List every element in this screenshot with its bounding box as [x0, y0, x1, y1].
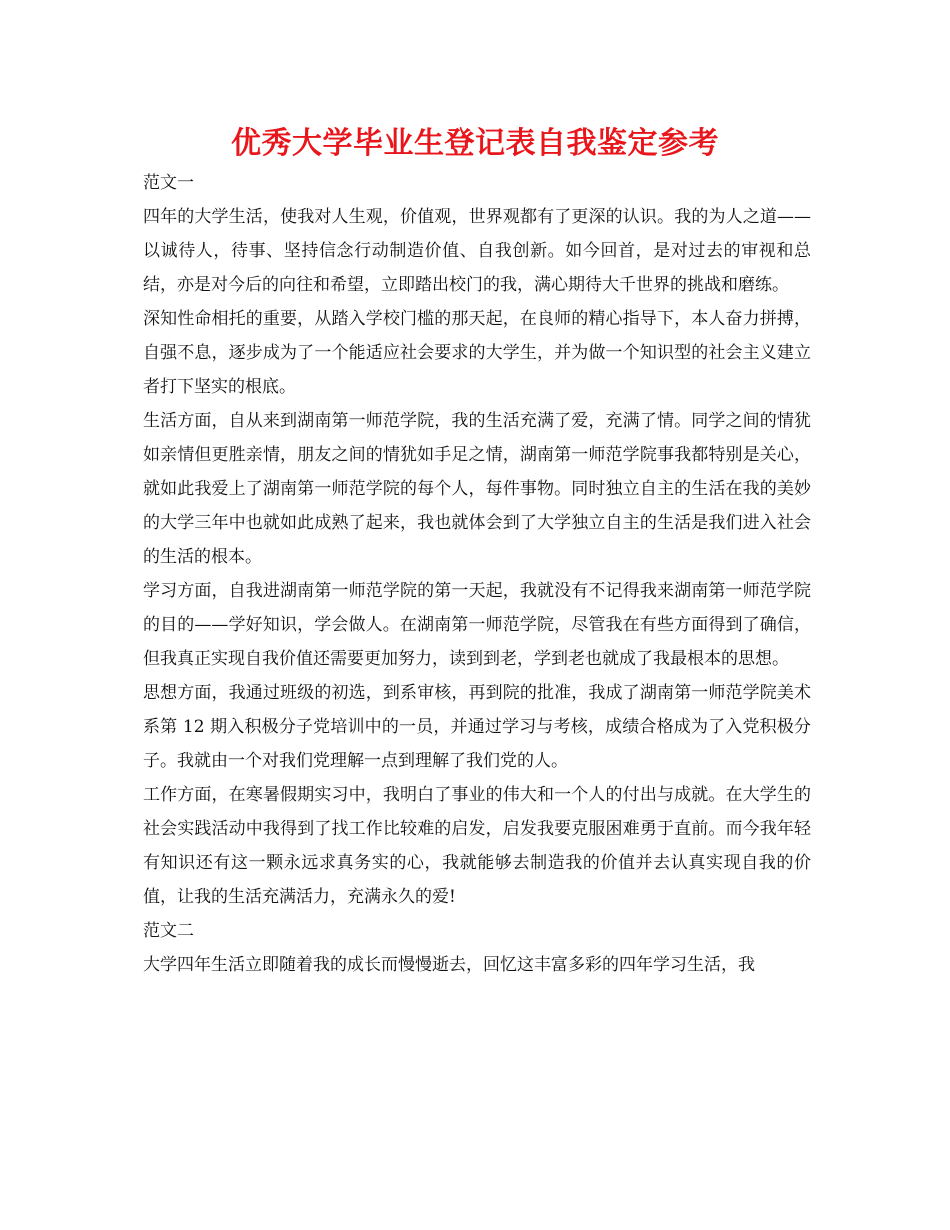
paragraph-study: 学习方面，自我进湖南第一师范学院的第一天起，我就没有不记得我来湖南第一师范学院的目的——学好知识，学会做人。在湖南第一师范学院，尽管我在有些方面得到了确信，但我真正实现自我价值还需要更加努力，读到到老，学到老也就成了我最根本的思想。: [143, 581, 811, 669]
paragraph-life: 生活方面，自从来到湖南第一师范学院，我的生活充满了爱，充满了情。同学之间的情犹如亲情但更胜亲情，朋友之间的情犹如手足之情，湖南第一师范学院事我都特别是关心，就如此我爱上了湖南第一师范学院的每个人，每件事物。同时独立自主的生活在我的美妙的大学三年中也就如此成熟了起来，我也就体会到了大学独立自主的生活是我们进入社会的生活的根本。: [143, 411, 811, 567]
section-heading-sample-1: 范文一: [143, 173, 194, 193]
paragraph-thought: 思想方面，我通过班级的初选，到系审核，再到院的批准，我成了湖南第一师范学院美术系第 12 期入积极分子党培训中的一员，并通过学习与考核，成绩合格成为了入党积极分子。我就由一个对我们党理解一点到理解了我们党的人。: [143, 683, 811, 771]
paragraph-growth: 深知性命相托的重要，从踏入学校门槛的那天起，在良师的精心指导下，本人奋力拼搏，自强不息，逐步成为了一个能适应社会要求的大学生，并为做一个知识型的社会主义建立者打下坚实的根底。: [143, 309, 811, 397]
document-title: 优秀大学毕业生登记表自我鉴定参考: [231, 126, 719, 161]
section-heading-sample-2: 范文二: [143, 921, 194, 941]
paragraph-intro: 四年的大学生活，使我对人生观，价值观，世界观都有了更深的认识。我的为人之道——以诚待人，待事、坚持信念行动制造价值、自我创新。如今回首，是对过去的审视和总结，亦是对今后的向往和希望，立即踏出校门的我，满心期待大千世界的挑战和磨练。: [143, 207, 811, 295]
paragraph-sample-2-start: 大学四年生活立即随着我的成长而慢慢逝去，回忆这丰富多彩的四年学习生活，我: [143, 955, 755, 975]
paragraph-work: 工作方面，在寒暑假期实习中，我明白了事业的伟大和一个人的付出与成就。在大学生的社会实践活动中我得到了找工作比较难的启发，启发我要克服困难勇于直前。而今我年轻有知识还有这一颗永远求真务实的心，我就能够去制造我的价值并去认真实现自我的价值，让我的生活充满活力，充满永久的爱!: [143, 785, 811, 907]
document-body: [143, 166, 811, 982]
